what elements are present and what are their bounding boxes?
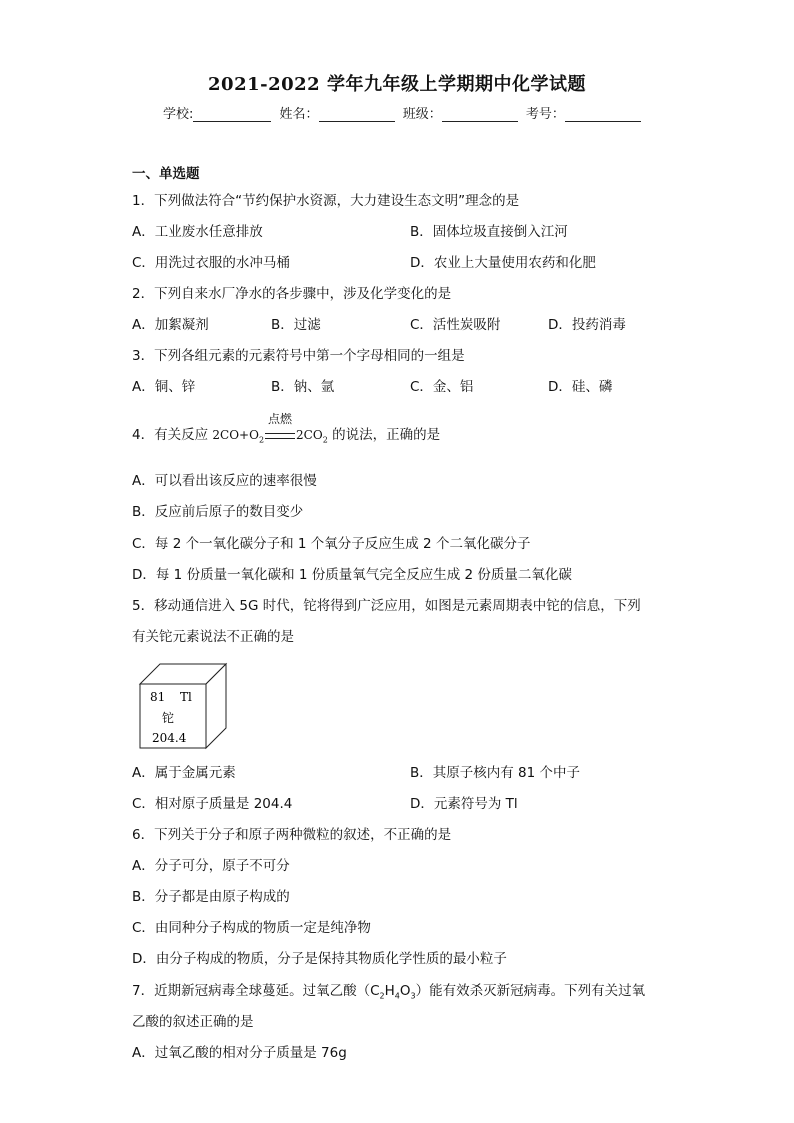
q4-option-a[interactable]: A．可以看出该反应的速率很慢: [132, 473, 317, 489]
q7-stem-suffix: ）能有效杀灭新冠病毒。下列有关过氧: [415, 983, 646, 999]
q6-option-c[interactable]: C．由同种分子构成的物质一定是纯净物: [132, 920, 371, 936]
q3-option-d[interactable]: D．硅、磷: [548, 379, 613, 395]
q2-option-c[interactable]: C．活性炭吸附: [410, 317, 501, 333]
exam-number-label: 考号：: [525, 107, 565, 122]
exam-title: 2021-2022 学年九年级上学期期中化学试题: [208, 74, 586, 95]
q2-option-d[interactable]: D．投药消毒: [548, 317, 626, 333]
name-blank[interactable]: [319, 107, 395, 122]
reaction-equation: [212, 412, 328, 449]
periodic-element-tile: [138, 662, 228, 754]
student-info-line: [163, 103, 645, 122]
q5-stem-line2: 有关铊元素说法不正确的是: [132, 629, 294, 645]
q6-stem: 6．下列关于分子和原子两种微粒的叙述，不正确的是: [132, 827, 452, 843]
q2-option-a[interactable]: A．加絮凝剂: [132, 317, 209, 333]
q4-stem-prefix: 4．有关反应: [132, 427, 209, 443]
q5-option-a[interactable]: A．属于金属元素: [132, 765, 236, 781]
formula-o: O: [399, 983, 411, 999]
eq-left-sub: 2: [258, 435, 265, 445]
q6-option-d[interactable]: D．由分子构成的物质，分子是保持其物质化学性质的最小粒子: [132, 951, 507, 967]
formula-sub-o: 3: [410, 991, 416, 1001]
eq-double-line: [265, 433, 295, 439]
q1-option-a[interactable]: A．工业废水任意排放: [132, 224, 263, 240]
class-blank[interactable]: [442, 107, 518, 122]
q4-stem-suffix: 的说法，正确的是: [332, 427, 441, 443]
q1-option-b[interactable]: B．固体垃圾直接倒入江河: [410, 224, 568, 240]
eq-right: 2CO: [296, 428, 323, 442]
q7-option-a[interactable]: A．过氧乙酸的相对分子质量是 76g: [132, 1045, 347, 1061]
formula-h: H: [384, 983, 395, 999]
q3-option-b[interactable]: B．钠、氩: [271, 379, 335, 395]
formula-sub-c: 2: [379, 991, 385, 1001]
section-heading: 一、单选题: [132, 166, 200, 182]
q3-option-a[interactable]: A．铜、锌: [132, 379, 196, 395]
name-label: 姓名：: [279, 107, 319, 122]
q2-option-b[interactable]: B．过滤: [271, 317, 321, 333]
class-label: 班级：: [402, 107, 442, 122]
q7-stem-line2: 乙酸的叙述正确的是: [132, 1014, 254, 1030]
q5-option-c[interactable]: C．相对原子质量是 204.4: [132, 796, 293, 812]
q4-option-c[interactable]: C．每 2 个一氧化碳分子和 1 个氧分子反应生成 2 个二氧化碳分子: [132, 536, 531, 552]
q7-stem-prefix: 7．近期新冠病毒全球蔓延。过氧乙酸（C: [132, 983, 380, 999]
eq-condition: 点燃: [268, 412, 293, 426]
q3-option-c[interactable]: C．金、铝: [410, 379, 474, 395]
q5-option-b[interactable]: B．其原子核内有 81 个中子: [410, 765, 581, 781]
q3-stem: 3．下列各组元素的元素符号中第一个字母相同的一组是: [132, 348, 465, 364]
q4-stem: [132, 412, 441, 449]
element-name: 铊: [162, 711, 175, 725]
school-blank[interactable]: [193, 107, 271, 122]
q6-option-a[interactable]: A．分子可分，原子不可分: [132, 858, 290, 874]
element-mass: 204.4: [152, 731, 187, 745]
q4-option-d[interactable]: D．每 1 份质量一氧化碳和 1 份质量氧气完全反应生成 2 份质量二氧化碳: [132, 567, 572, 583]
q2-stem: 2．下列自来水厂净水的各步骤中，涉及化学变化的是: [132, 286, 452, 302]
formula-sub-h: 4: [394, 991, 400, 1001]
q7-stem-line1: [132, 982, 645, 1006]
eq-left: 2CO+O: [212, 428, 259, 442]
q1-option-d[interactable]: D．农业上大量使用农药和化肥: [410, 255, 596, 271]
q5-stem-line1: 5．移动通信进入 5G 时代，铊将得到广泛应用，如图是元素周期表中铊的信息，下列: [132, 598, 641, 614]
school-label: 学校:: [163, 107, 194, 122]
q1-option-c[interactable]: C．用洗过衣服的水冲马桶: [132, 255, 290, 271]
q6-option-b[interactable]: B．分子都是由原子构成的: [132, 889, 290, 905]
eq-right-sub: 2: [322, 435, 328, 445]
element-symbol: Tl: [180, 690, 192, 704]
q4-option-b[interactable]: B．反应前后原子的数目变少: [132, 504, 304, 520]
element-number: 81: [150, 690, 166, 704]
q5-option-d[interactable]: D．元素符号为 Tl: [410, 796, 518, 812]
exam-number-blank[interactable]: [565, 107, 641, 122]
q1-stem: 1．下列做法符合“节约保护水资源，大力建设生态文明”理念的是: [132, 193, 520, 209]
